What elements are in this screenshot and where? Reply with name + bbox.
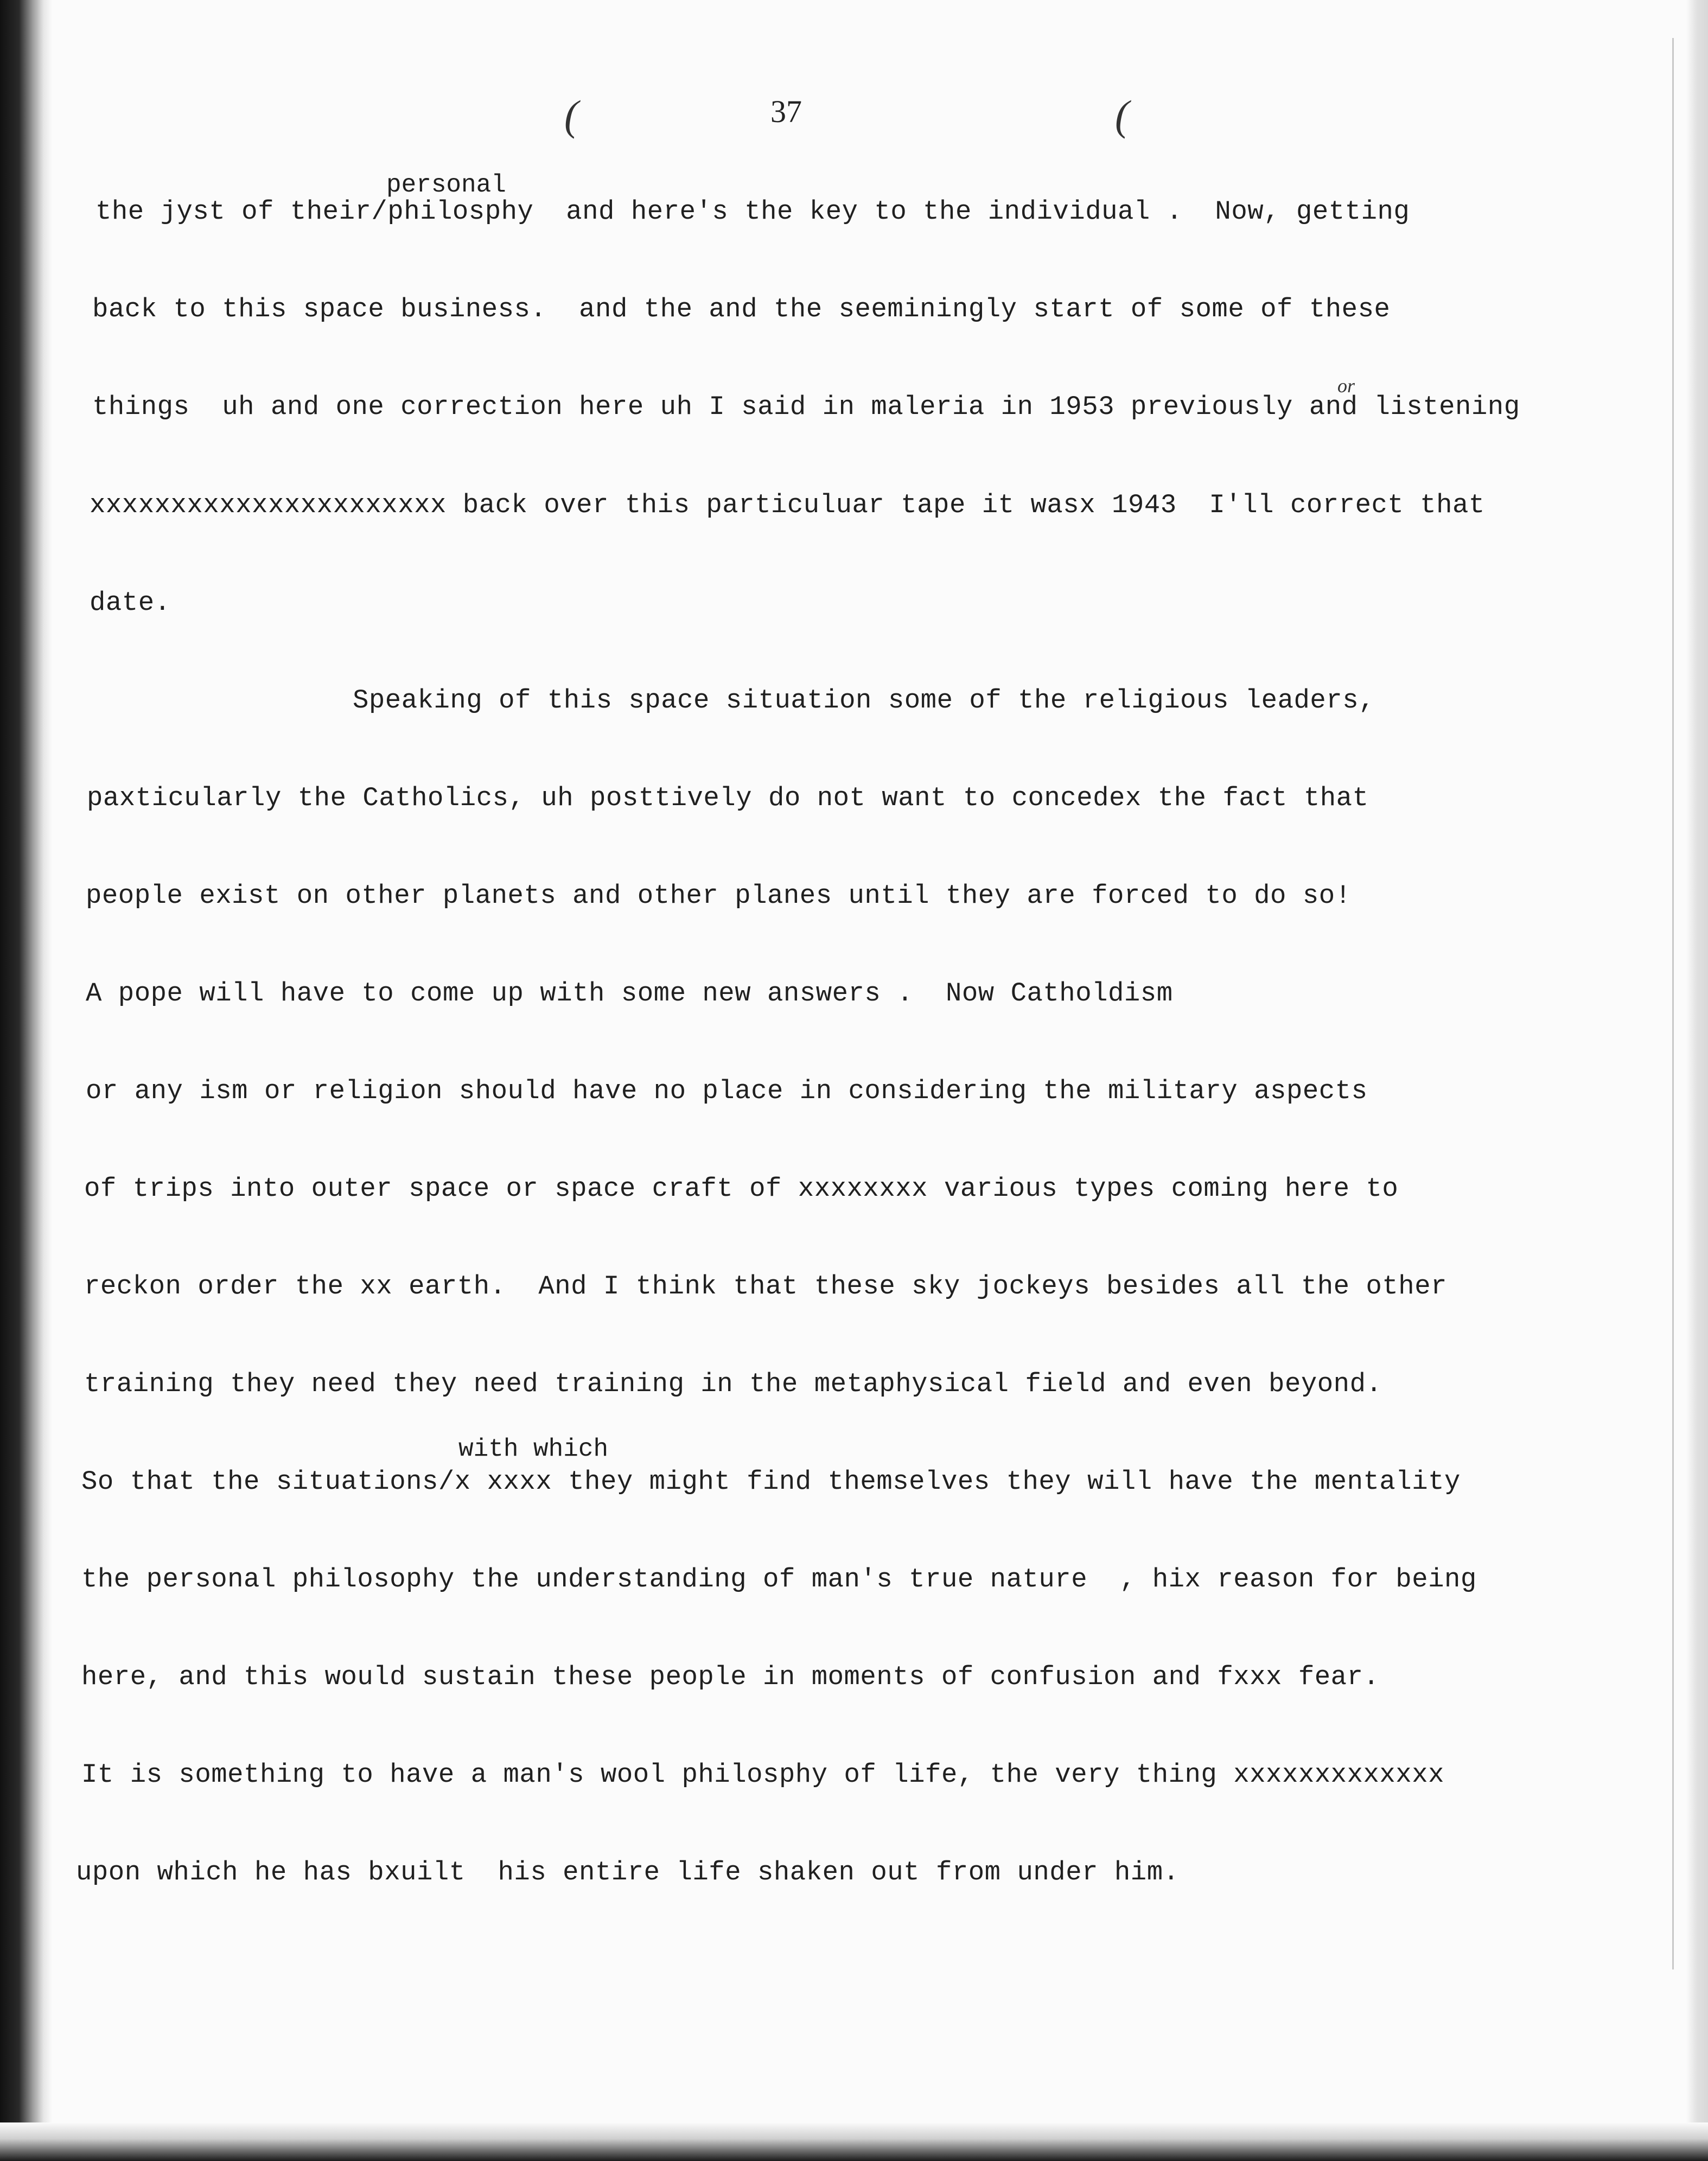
text-line: of trips into outer space or space craft of xxxxxxxx various types coming here to — [84, 1174, 1399, 1204]
text-line: paxticularly the Catholics, uh posttively do not want to concedex the fact that — [87, 783, 1369, 813]
insert-with-which: with which — [458, 1435, 609, 1463]
text-line: back to this space business. and the and the seeminingly start of some of these — [92, 294, 1391, 324]
text-line: So that the situations/x xxxx they might find themselves they will have the mentality — [81, 1467, 1461, 1497]
text-line: the jyst of their/philosphy and here's the key to the individual . Now, getting — [95, 196, 1410, 227]
text-line: or any ism or religion should have no place in considering the military aspects — [86, 1076, 1368, 1106]
scan-left-edge — [0, 0, 52, 2161]
text-line: here, and this would sustain these people in moments of confusion and fxxx fear. — [81, 1662, 1380, 1692]
insert-personal: personal — [386, 171, 506, 199]
text-line: upon which he has bxuilt his entire life shaken out from under him. — [76, 1857, 1180, 1888]
margin-mark-left: ( — [564, 92, 578, 139]
text-line: date. — [90, 588, 171, 618]
text-line: the personal philosophy the understanding of man's true nature , hix reason for being — [81, 1564, 1477, 1595]
handwritten-correction-or: or — [1337, 375, 1355, 397]
margin-mark-right: ( — [1115, 92, 1129, 139]
page-number: 37 — [770, 94, 802, 129]
margin-rule — [1672, 38, 1674, 1969]
text-line: A pope will have to come up with some new answers . Now Catholdism — [86, 978, 1173, 1009]
scan-bottom-edge — [0, 2122, 1708, 2161]
text-line: people exist on other planets and other planes until they are forced to do so! — [86, 881, 1352, 911]
text-line: things uh and one correction here uh I said in maleria in 1953 previously and listening — [92, 392, 1520, 422]
text-line: Speaking of this space situation some of the religious leaders, — [353, 685, 1375, 716]
text-line: reckon order the xx earth. And I think that these sky jockeys besides all the other — [84, 1271, 1448, 1302]
text-line: xxxxxxxxxxxxxxxxxxxxxx back over this particuluar tape it wasx 1943 I'll correct that — [90, 490, 1485, 520]
text-line: training they need they need training in the metaphysical field and even beyond. — [84, 1369, 1382, 1399]
scan-right-edge — [1686, 0, 1708, 2161]
text-line: It is something to have a man's wool philosphy of life, the very thing xxxxxxxxxxxxx — [81, 1760, 1445, 1790]
